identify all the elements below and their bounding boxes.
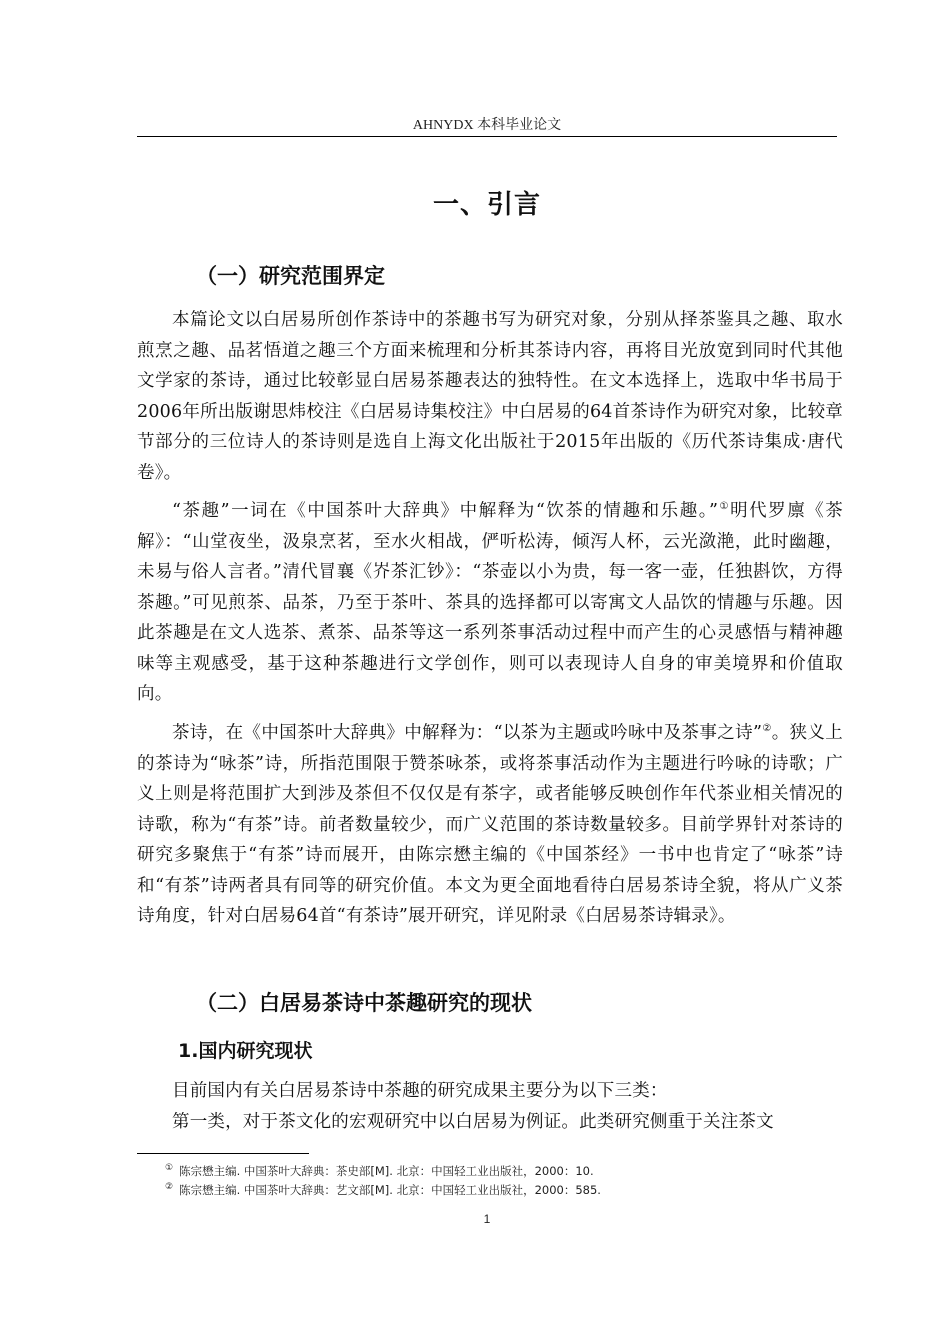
footnote-ref-2: ②	[762, 723, 772, 735]
paragraph-text: 明代罗廪《茶解》：“山堂夜坐，汲泉烹茗，至水火相战，俨听松涛，倾泻人杯，云光潋滟，此时幽趣，未易与俗人言者。”清代冒襄《岕茶汇钞》：“茶壶以小为贵，每一客一壶，任独斟饮，方得茶趣。”可见煎茶、品茶，乃至于茶叶、茶具的选择都可以寄寓文人品饮的情趣与乐趣。因此茶趣是在文人选茶、煮茶、品茶等这一系列茶事活动过程中而产生的心灵感悟与精神趣味等主观感受，基于这种茶趣进行文学创作，则可以表现诗人自身的审美境界和价值取向。	[137, 501, 844, 704]
section-heading-scope: （一）研究范围界定	[196, 264, 385, 288]
paragraph-status-2: 第一类，对于茶文化的宏观研究中以白居易为例证。此类研究侧重于关注茶文	[172, 1112, 774, 1132]
paragraph-status-1: 目前国内有关白居易茶诗中茶趣的研究成果主要分为以下三类：	[172, 1081, 668, 1101]
subsection-heading-domestic: 1.国内研究现状	[178, 1040, 313, 1062]
section-heading-status: （二）白居易茶诗中茶趣研究的现状	[196, 991, 532, 1015]
page-number: 1	[483, 1212, 491, 1226]
paragraph-text: 茶诗，在《中国茶叶大辞典》中解释为：“以茶为主题或吟咏中及茶事之诗”	[172, 723, 763, 743]
paragraph-text: “茶趣”一词在《中国茶叶大辞典》中解释为“饮茶的情趣和乐趣。”	[172, 501, 719, 521]
running-header: AHNYDX 本科毕业论文	[412, 118, 562, 133]
footnote-text: 陈宗懋主编. 中国茶叶大辞典：艺文部[M]. 北京：中国轻工业出版社，2000：585.	[179, 1183, 601, 1197]
chapter-title: 一、引言	[432, 190, 541, 220]
footnote-mark: ②	[165, 1182, 174, 1193]
footnote-ref-1: ①	[718, 501, 731, 513]
footnote-mark: ①	[165, 1163, 174, 1174]
header-rule	[137, 136, 837, 137]
footnote-2	[165, 1182, 845, 1198]
paragraph-text: 。狭义上的茶诗为“咏茶”诗，所指范围限于赞茶咏茶，或将茶事活动作为主题进行吟咏的诗歌；广义上则是将范围扩大到涉及茶但不仅仅是有茶字，或者能够反映创作年代茶业相关情况的诗歌，称为“有茶”诗。前者数量较少，而广义范围的茶诗数量较多。目前学界针对茶诗的研究多聚焦于“有茶”诗而展开，由陈宗懋主编的《中国茶经》一书中也肯定了“咏茶”诗和“有茶”诗两者具有同等的研究价值。本文为更全面地看待白居易茶诗全貌，将从广义茶诗角度，针对白居易64首“有茶诗”展开研究，详见附录《白居易茶诗辑录》。	[137, 723, 843, 926]
paragraph-scope-3	[137, 718, 843, 932]
footnote-1	[165, 1163, 845, 1179]
paragraph-scope-2	[137, 496, 843, 710]
footnote-text: 陈宗懋主编. 中国茶叶大辞典：茶史部[M]. 北京：中国轻工业出版社，2000：10.	[179, 1164, 594, 1178]
footnote-rule	[137, 1153, 309, 1154]
paragraph-scope-1: 本篇论文以白居易所创作茶诗中的茶趣书写为研究对象，分别从择茶鉴具之趣、取水煎烹之趣、品茗悟道之趣三个方面来梳理和分析其茶诗内容，再将目光放宽到同时代其他文学家的茶诗，通过比较彰显白居易茶趣表达的独特性。在文本选择上，选取中华书局于2006年所出版谢思炜校注《白居易诗集校注》中白居易的64首茶诗作为研究对象，比较章节部分的三位诗人的茶诗则是选自上海文化出版社于2015年出版的《历代茶诗集成·唐代卷》。	[137, 310, 843, 483]
